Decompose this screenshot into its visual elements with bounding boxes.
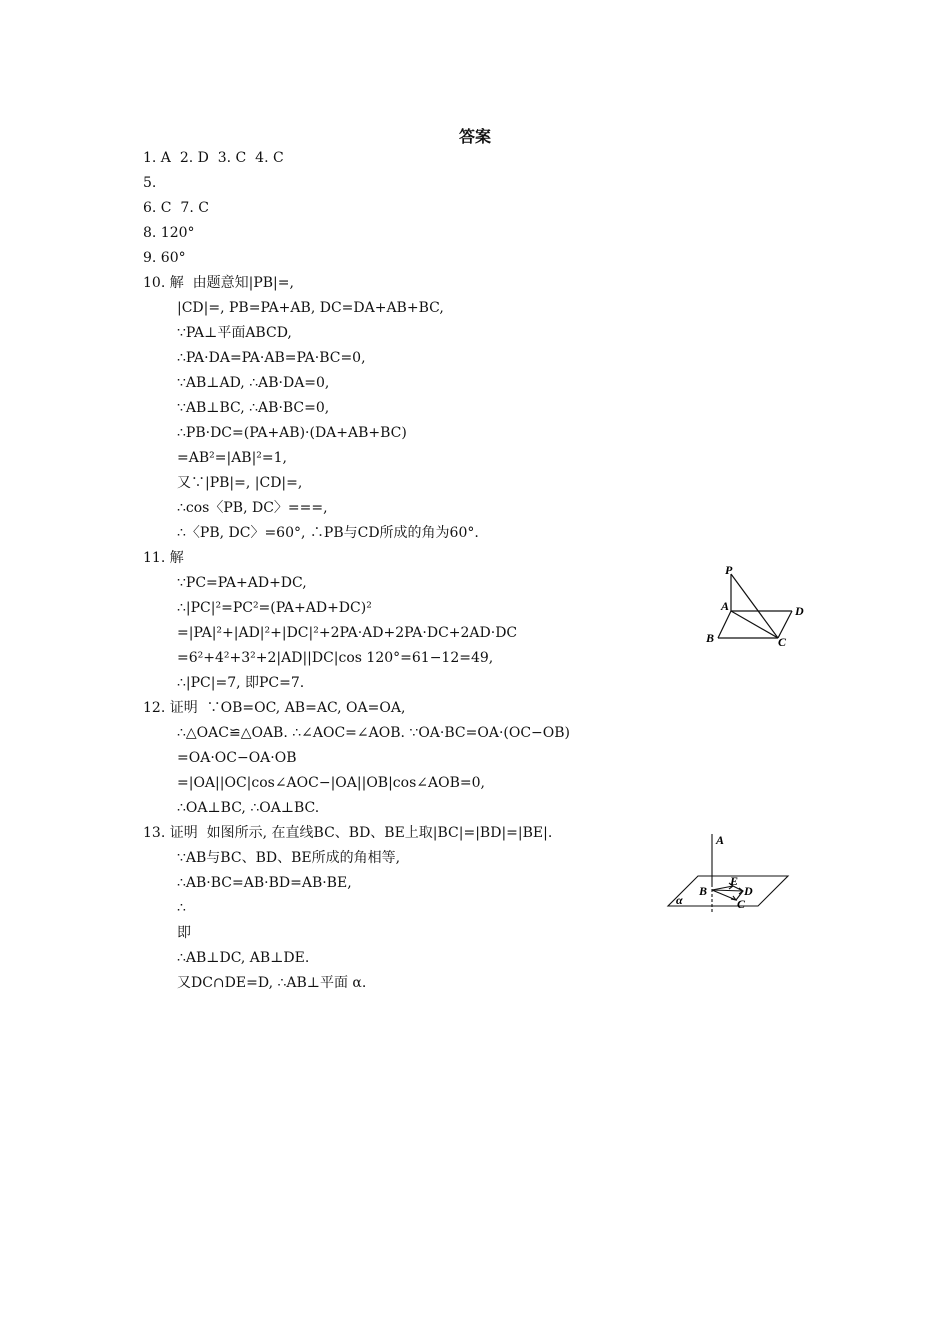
point-label: D	[795, 604, 804, 618]
answer-line: 又∵|PB|=, |CD|=,	[177, 475, 303, 491]
point-label: E	[730, 874, 739, 888]
answer-line: 即	[177, 925, 191, 941]
point-label: P	[725, 563, 733, 577]
answer-line: ∴|PC|²=PC²=(PA+AD+DC)²	[177, 600, 372, 616]
answer-line: ∴PA·DA=PA·AB=PA·BC=0,	[177, 350, 366, 366]
figure-plane	[660, 828, 800, 920]
answer-line: 8. 120°	[143, 225, 195, 241]
answer-line: 10. 解 由题意知|PB|=,	[143, 275, 294, 291]
point-label: A	[716, 833, 725, 847]
answer-line: 11. 解	[143, 550, 184, 566]
point-label: A	[721, 599, 730, 613]
answer-line: ∴AB⊥DC, AB⊥DE.	[177, 950, 310, 966]
answer-line: ∴△OAC≌△OAB. ∴∠AOC=∠AOB. ∵OA·BC=OA·(OC−OB)	[177, 725, 571, 741]
answer-line: ∴AB·BC=AB·BD=AB·BE,	[177, 875, 352, 891]
answer-line: =6²+4²+3²+2|AD||DC|cos 120°=61−12=49,	[177, 650, 494, 666]
answer-line: 9. 60°	[143, 250, 186, 266]
figure-pyramid	[690, 558, 820, 653]
answer-line: ∵PA⊥平面ABCD,	[177, 325, 292, 341]
answer-line: ∴cos〈PB, DC〉===,	[177, 500, 328, 516]
answer-line: ∴	[177, 900, 186, 916]
answer-line: 6. C 7. C	[143, 200, 209, 216]
answer-line: ∵AB⊥AD, ∴AB·DA=0,	[177, 375, 330, 391]
point-label: C	[737, 897, 746, 911]
answer-line: ∴|PC|=7, 即PC=7.	[177, 675, 305, 691]
answer-line: 5.	[143, 175, 157, 191]
point-label: D	[744, 884, 753, 898]
answer-line: 1. A 2. D 3. C 4. C	[143, 150, 284, 166]
point-label: C	[778, 635, 787, 649]
page-title: 答案	[458, 127, 491, 146]
answer-line: 12. 证明 ∵OB=OC, AB=AC, OA=OA,	[143, 700, 406, 716]
answer-line: =|OA||OC|cos∠AOC−|OA||OB|cos∠AOB=0,	[177, 775, 485, 791]
answer-line: =AB²=|AB|²=1,	[177, 450, 288, 466]
answer-line: ∴PB·DC=(PA+AB)·(DA+AB+BC)	[177, 425, 407, 441]
answer-line: ∵AB与BC、BD、BE所成的角相等,	[177, 850, 401, 866]
point-label: B	[699, 884, 708, 898]
answer-line: 又DC∩DE=D, ∴AB⊥平面 α.	[177, 975, 367, 991]
plane-label: α	[676, 893, 683, 907]
point-label: B	[706, 631, 715, 645]
answer-line: ∵PC=PA+AD+DC,	[177, 575, 307, 591]
answer-line: |CD|=, PB=PA+AB, DC=DA+AB+BC,	[177, 300, 444, 316]
answer-line: ∴〈PB, DC〉=60°, ∴PB与CD所成的角为60°.	[177, 525, 479, 541]
answer-line: ∴OA⊥BC, ∴OA⊥BC.	[177, 800, 320, 816]
answer-line: =OA·OC−OA·OB	[177, 750, 297, 766]
answer-line: 13. 证明 如图所示, 在直线BC、BD、BE上取|BC|=|BD|=|BE|.	[143, 825, 553, 841]
answer-line: ∵AB⊥BC, ∴AB·BC=0,	[177, 400, 330, 416]
answer-line: =|PA|²+|AD|²+|DC|²+2PA·AD+2PA·DC+2AD·DC	[177, 625, 518, 641]
